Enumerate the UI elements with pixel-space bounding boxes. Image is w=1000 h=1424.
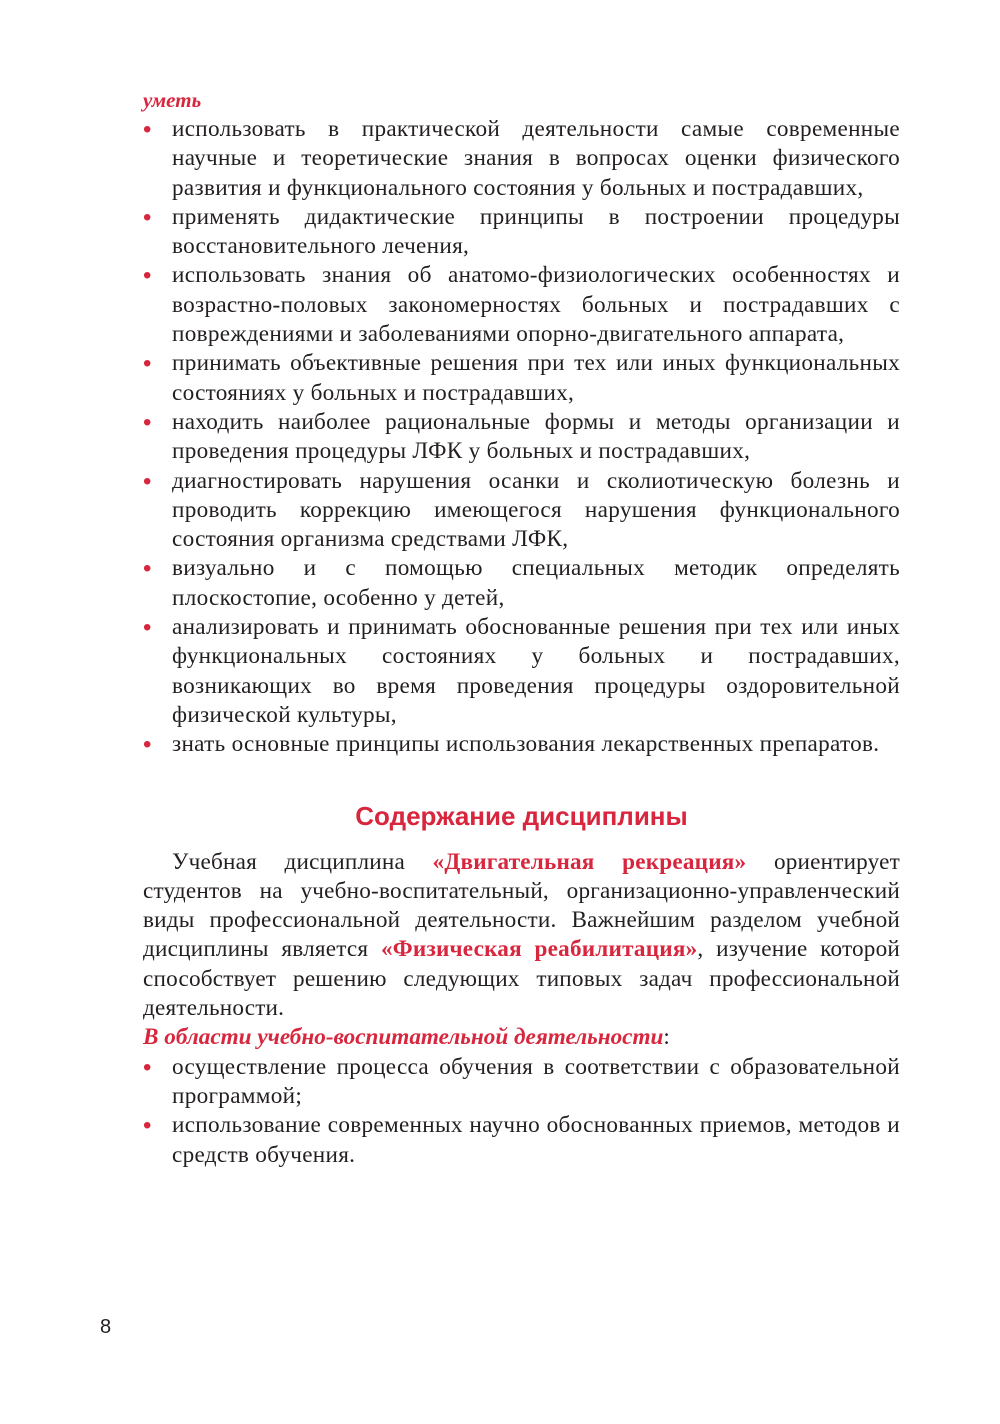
tasks-list <box>143 1053 900 1170</box>
list-item: • использовать в практической деятельности самые современные научные и теоретические знания в вопросах оценки физического развития и функционального состояния у больных и пострадавших, <box>143 116 900 201</box>
bullet-icon: • <box>143 1053 152 1081</box>
list-item: • находить наиболее рациональные формы и методы организации и проведения процедуры ЛФК у больных и пострадавших, <box>143 408 900 465</box>
page-number: 8 <box>100 1316 112 1338</box>
list-item: • применять дидактические принципы в построении процедуры восстановительного лечения, <box>143 203 900 260</box>
skills-label: уметь <box>143 88 202 112</box>
bullet-icon: • <box>143 203 152 231</box>
list-item: • визуально и с помощью специальных методик определять плоскостопие, особенно у детей, <box>143 555 900 611</box>
course-name: «Двигательная рекреация» <box>432 848 747 875</box>
list-item: • использование современных научно обоснованных приемов, методов и средств обучения. <box>143 1112 900 1168</box>
list-item: • принимать объективные решения при тех или иных функциональных состояниях у больных и пострадавших, <box>143 350 900 406</box>
page-content <box>143 86 900 1170</box>
list-item: • анализировать и принимать обоснованные решения при тех или иных функциональных состояниях у больных и пострадавших, возникающих во время проведения процедуры оздоровительной физической культуры, <box>143 614 900 728</box>
intro-paragraph: Учебная дисциплина «Двигательная рекреация» ориентирует студентов на учебно-воспитательный, организационно-управленческий виды профессиональной деятельности. Важнейшим разделом учебной дисциплины является «Физическая реабилитация», изучение которой способствует решению следующих типовых задач профессиональной деятельности. <box>143 848 900 1022</box>
bullet-icon: • <box>143 614 152 642</box>
area-heading: В области учебно-воспитательной деятельности: <box>143 1024 670 1051</box>
bullet-icon: • <box>143 350 152 378</box>
skills-list <box>143 115 900 760</box>
list-item: • диагностировать нарушения осанки и сколиотическую болезнь и проводить коррекцию имеющегося нарушения функционального состояния организма средствами ЛФК, <box>143 467 900 553</box>
list-item: • осуществление процесса обучения в соответствии с образовательной программой; <box>143 1053 900 1109</box>
bullet-icon: • <box>143 467 152 495</box>
section-title: Содержание дисциплины <box>355 800 688 831</box>
list-item: • использовать знания об анатомо-физиологических особенностях и возрастно-половых закономерностях больных и пострадавших с повреждениями и заболеваниями опорно-двигательного аппарата, <box>143 262 900 348</box>
bullet-icon: • <box>143 116 152 143</box>
bullet-icon: • <box>143 555 152 583</box>
section-name: «Физическая реабилитация» <box>380 936 698 963</box>
bullet-icon: • <box>143 731 152 759</box>
bullet-icon: • <box>143 262 152 290</box>
list-item: • знать основные принципы использования лекарственных препаратов. <box>143 731 880 759</box>
bullet-icon: • <box>143 1112 152 1140</box>
bullet-icon: • <box>143 408 152 436</box>
